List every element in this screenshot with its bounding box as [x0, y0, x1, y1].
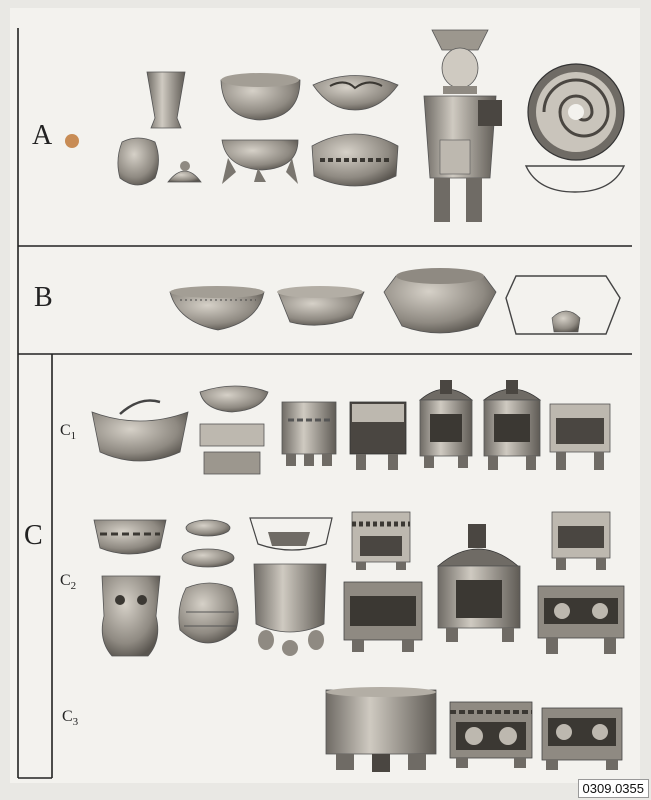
section-label-b: B: [34, 282, 53, 313]
section-label-c1: [60, 422, 76, 442]
vessel-box-open: [204, 452, 260, 474]
section-label-c3-letter: C: [62, 708, 73, 725]
section-label-c2-letter: C: [60, 572, 71, 589]
section-label-c1-sub: 1: [70, 430, 77, 443]
stain-mark: [65, 134, 79, 148]
vessel-box-lidded: [200, 424, 264, 446]
vessel-tripod-cylinder: [282, 402, 336, 466]
vessel-spiral-bowl: [528, 64, 624, 160]
section-label-c: C: [24, 520, 43, 551]
vessel-small-bowl-1: [186, 520, 230, 536]
vessel-small-bowl-2: [182, 549, 234, 567]
section-label-c3: [62, 708, 78, 728]
section-label-c2-sub: 2: [70, 580, 77, 593]
section-label-c3-sub: 3: [72, 716, 79, 729]
section-label-a: A: [32, 120, 53, 151]
vessel-round-jar: [179, 583, 238, 643]
vessel-painted-bowl: [94, 520, 166, 554]
vessel-jar: [118, 138, 159, 185]
vessel-tripod-jar: [254, 564, 326, 632]
catalog-number: 0309.0355: [578, 779, 649, 798]
vessel-large-tripod-cylinder: [326, 687, 436, 772]
vessel-face-urn: [102, 576, 160, 656]
section-label-c2: [60, 572, 76, 592]
vessel-painted-cylinder-1: [352, 512, 410, 570]
vessel-painted-cylinder-c3-1: [450, 702, 532, 768]
section-label-c1-letter: C: [60, 422, 71, 439]
